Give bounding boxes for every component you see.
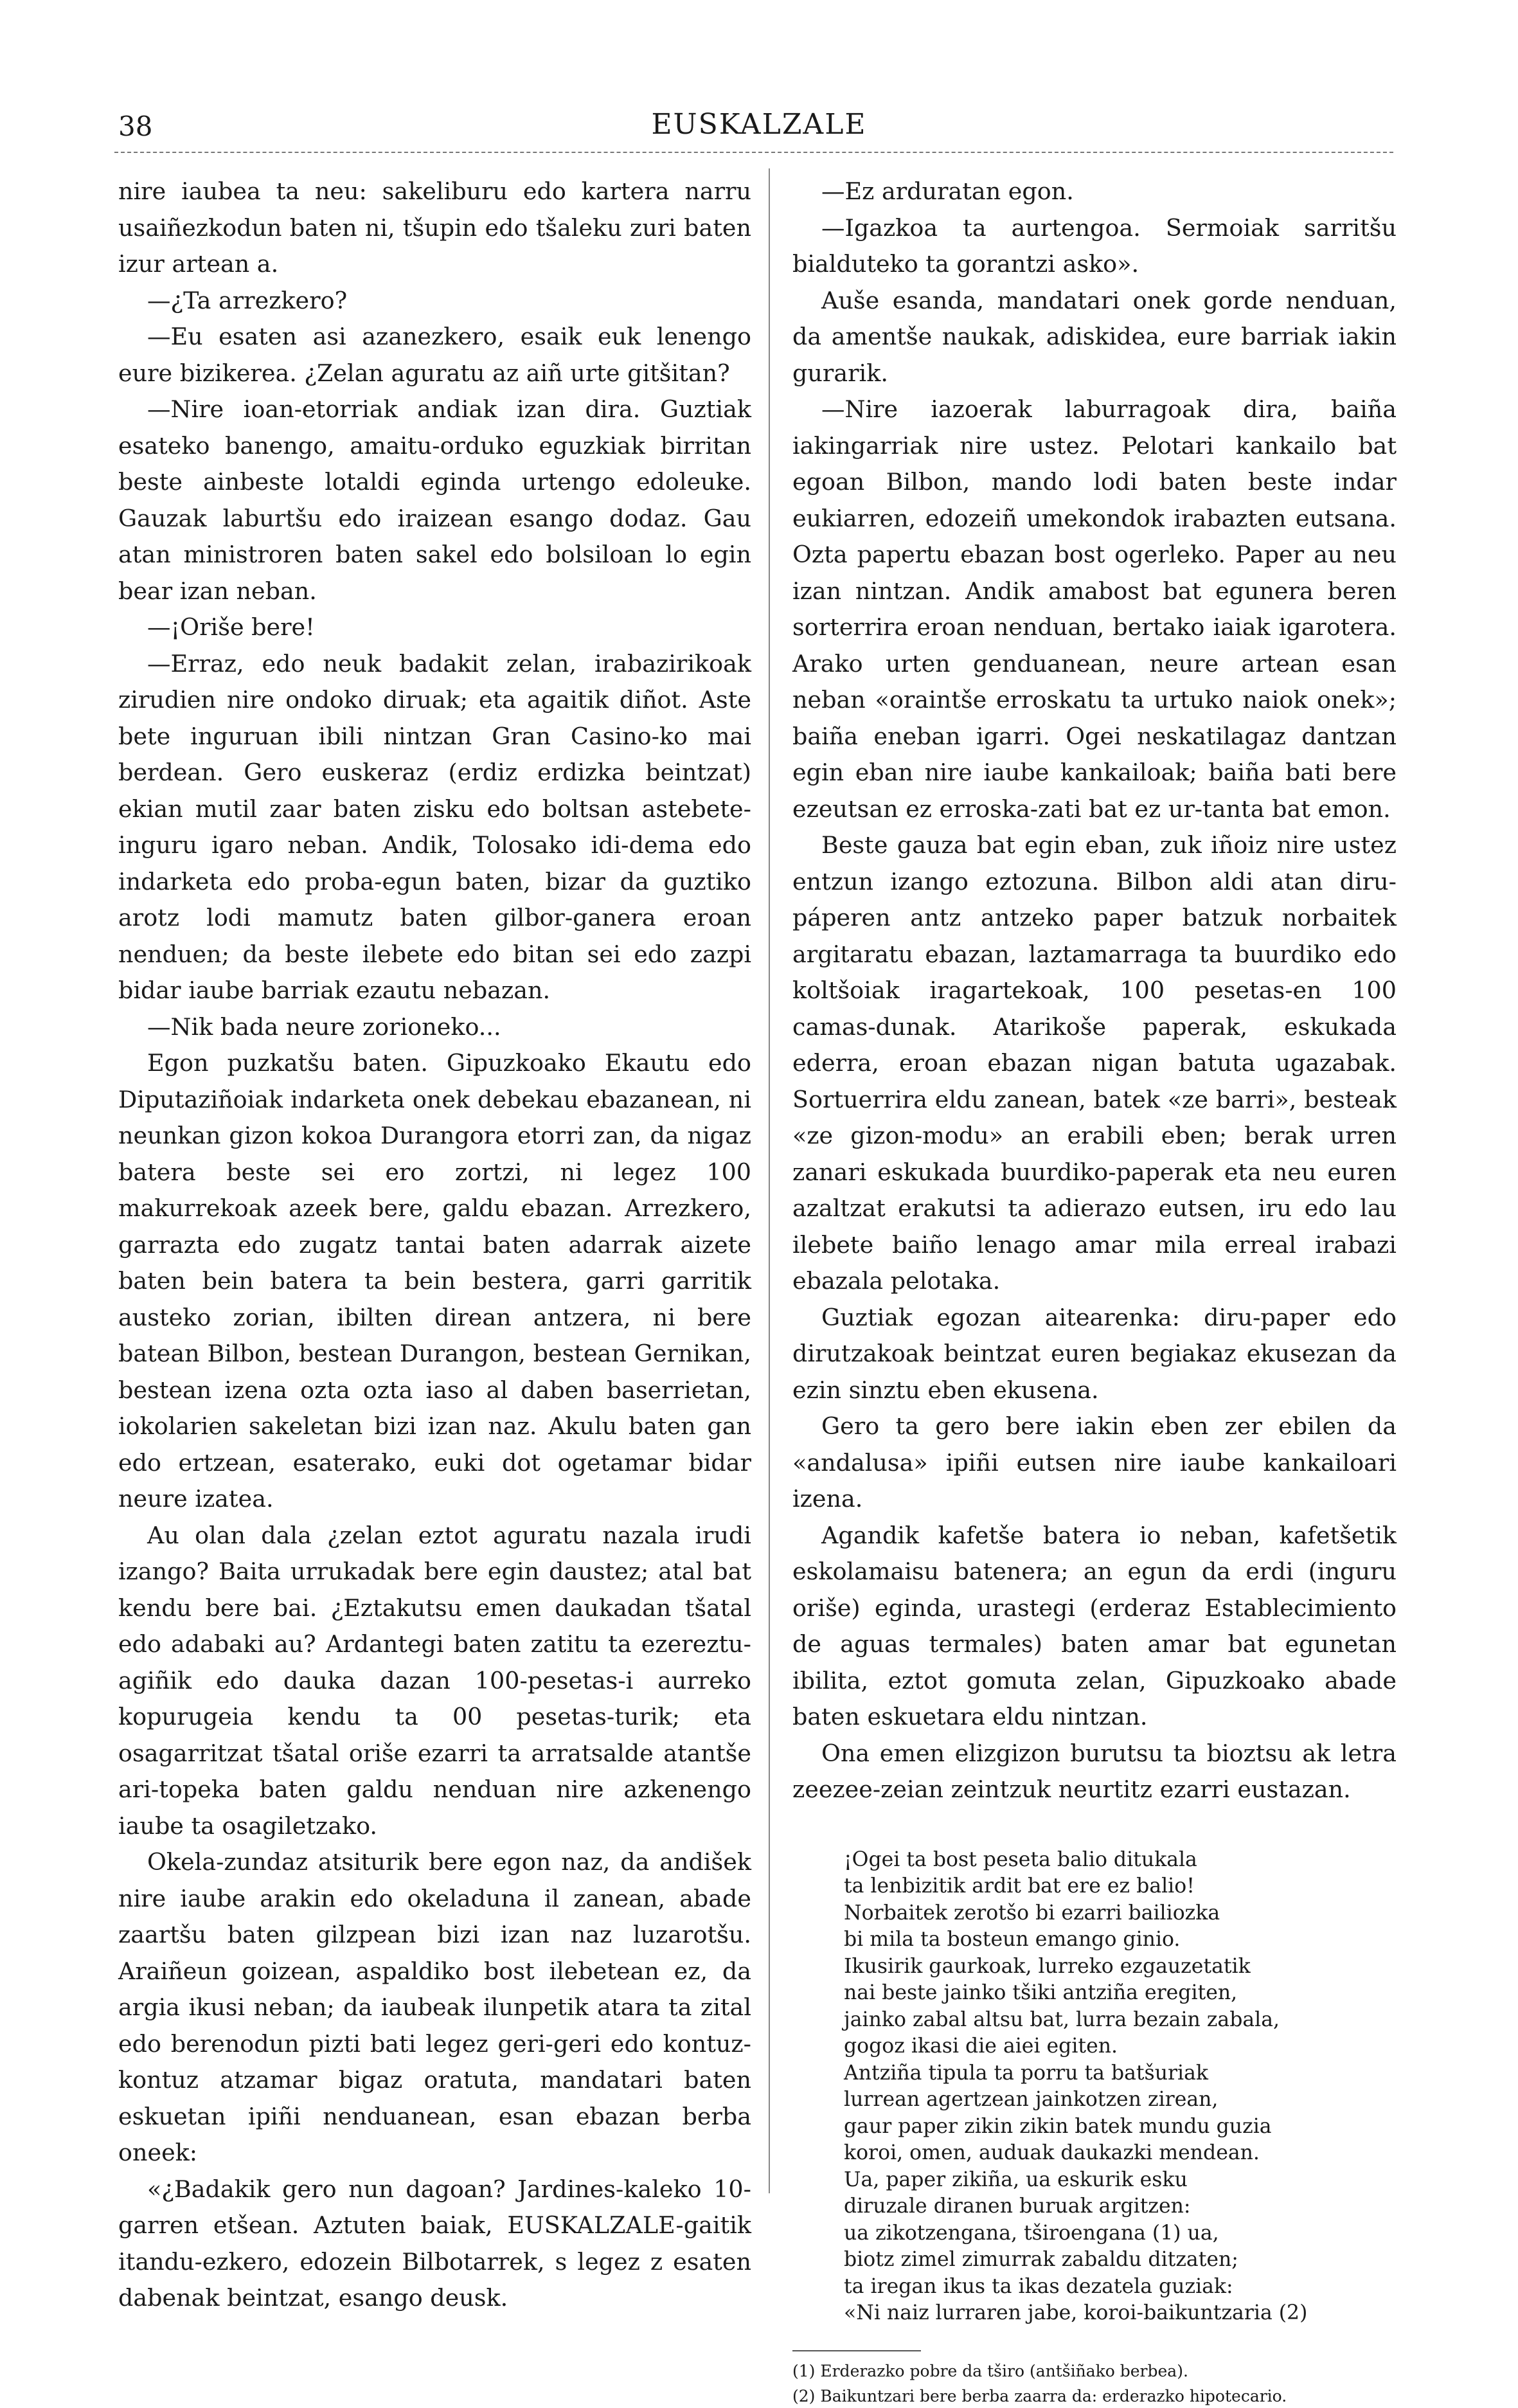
- poem-line: lurrean agertzean jainkotzen zirean,: [844, 2088, 1219, 2111]
- paragraph: Beste gauza bat egin eban, zuk iñoiz nire ustez entzun izango eztozuna. Bilbon aldi atan diru-páperen antz antzeko paper batzuk norbaitek argitaratu ebazan, laztamarraga ta buurdiko edo koltšoiak iragartekoak, 100 pesetas-en 100 camas-dunak. Atarikoše paperak, eskukada ederra, eroan ebazan nigan batuta ugazabak. Sortuerrira eldu zanean, batek «ze barri», besteak «ze gizon-modu» an erabili eben; berak urren zanari eskukada buurdiko-paperak eta neu euren azaltzat erakutsi ta adierazo eutsen, iru edo lau ilebete baiño lenago amar mila erreal irabazi ebazala pelotaka.: [792, 831, 1397, 1295]
- poem-line: gogoz ikasi die aiei egiten.: [844, 2035, 1118, 2058]
- paragraph: Okela-zundaz atsiturik bere egon naz, da andišek nire iaube arakin edo okeladuna il zanean, abade zaartšu baten gilzpean bizi izan naz luzarotšu. Araiñeun goizean, aspaldiko bost ilebetean ez, da argia ikusi neban; da iaubeak ilunpetik atara ta zital edo berenodun pizti bati legez geri-geri edo kontuz-kontuz atzamar bigaz oratuta, mandatari baten eskuetan ipiñi nenduanean, esan ebazan berba oneek:: [118, 1848, 751, 2166]
- paragraph: «¿Badakik gero nun dagoan? Jardines-kaleko 10-garren etšean. Aztuten baiak, EUSKALZALE-gaitik itandu-ezkero, edozein Bilbotarrek, s legez z esaten dabenak beintzat, esango deusk.: [118, 2175, 751, 2312]
- column-divider: [769, 168, 770, 2193]
- paragraph: Au olan dala ¿zelan eztot aguratu nazala irudi izango? Baita urrukadak bere egin daustez; atal bat kendu bere bai. ¿Eztakutsu emen daukadan tšatal edo adabaki au? Ardantegi baten zatitu ta ezereztu-agiñik edo dauka dazan 100-pesetas-i aurreko kopurugeia kendu ta 00 pesetas-turik; eta osagarritzat tšatal oriše ezarri ta arratsalde atantše ari-topeka baten galdu nenduan nire azkenengo iaube ta osagiletzako.: [118, 1521, 751, 1840]
- poem-line: Norbaitek zerotšo bi ezarri bailiozka: [844, 1901, 1220, 1925]
- poem-line: diruzale diranen buruak argitzen:: [844, 2195, 1191, 2218]
- page-number: 38: [118, 111, 153, 142]
- paragraph: —Nire iazoerak laburragoak dira, baiña iakingarriak nire ustez. Pelotari kankailo bat egoan Bilbon, mando lodi baten beste indar eukiarren, edozeiñ umekondok irabazten eutsana. Ozta papertu ebazan bost ogerleko. Paper au neu izan nintzan. Andik amabost bat egunera beren sorterrira eroan nenduan, bertako iaiak igarotera. Arako urten genduanean, neure artean esan neban «oraintše erroskatu ta urtuko naiok onek»; baiña eneban igarri. Ogei neskatilagaz dantzan egin eban nire iaube kankailoak; baiña bati bere ezeutsan ez erroska-zati bat ez ur-tanta bat emon.: [792, 395, 1397, 823]
- poem-line: koroi, omen, auduak daukazki mendean.: [844, 2141, 1260, 2164]
- poem-line: biotz zimel zimurrak zabaldu ditzaten;: [844, 2248, 1238, 2271]
- footnote: (1) Erderazko pobre da tširo (antšiñako berbea).: [792, 2361, 1188, 2380]
- paragraph: Guztiak egozan aitearenka: diru-paper edo dirutzakoak beintzat euren begiakaz ekusezan da ezin sinztu eben ekusena.: [792, 1303, 1397, 1404]
- paragraph: —¿Ta arrezkero?: [147, 286, 348, 314]
- poem-line: bi mila ta bosteun emango ginio.: [844, 1928, 1181, 1951]
- paragraph: —Nire ioan-etorriak andiak izan dira. Guztiak esateko banengo, amaitu-orduko eguzkiak birritan beste ainbeste lotaldi eginda urtengo edoleuke. Gauzak laburtšu edo iraizean esango dodaz. Gau atan ministroren baten sakel edo bolsiloan lo egin bear izan neban.: [118, 395, 751, 605]
- paragraph: nire iaubea ta neu: sakeliburu edo kartera narru usaiñezkodun baten ni, tšupin edo tšaleku zuri baten izur artean a.: [118, 177, 751, 278]
- poem-line: jainko zabal altsu bat, lurra bezain zabala,: [844, 2008, 1280, 2031]
- poem-line: Ikusirik gaurkoak, lurreko ezgauzetatik: [844, 1954, 1251, 1978]
- paragraph: Egon puzkatšu baten. Gipuzkoako Ekautu edo Diputaziñoiak indarketa onek debekau ebazanean, ni neunkan gizon kokoa Durangora etorri zan, da nigaz batera beste sei ero zortzi, ni legez 100 makurrekoak azeek bere, galdu ebazan. Arrezkero, garrazta edo zugatz tantai baten adarrak aizete baten bein batera ta bein bestera, garri garritik austeko zorian, ibilten direan antzera, ni bere batean Bilbon, bestean Durangon, bestean Gernikan, bestean izena ozta ozta iaso al daben baserrietan, iokolarien sakeletan bizi izan naz. Akulu baten gan edo ertzean, esaterako, euki dot ogetamar bidar neure izatea.: [118, 1049, 751, 1513]
- poem-line: ta lenbizitik ardit bat ere ez balio!: [844, 1874, 1195, 1898]
- footnote: (2) Baikuntzari bere berba zaarra da: erderazko hipotecario.: [792, 2386, 1287, 2405]
- footnote-rule: [792, 2350, 921, 2351]
- poem-line: Antziña tipula ta porru ta batšuriak: [844, 2061, 1208, 2085]
- paragraph: Ona emen elizgizon burutsu ta bioztsu ak letra zeezee-zeian zeintzuk neurtitz ezarri eustazan.: [792, 1739, 1397, 1803]
- right-column: [792, 174, 1397, 2408]
- paragraph: —Erraz, edo neuk badakit zelan, irabazirikoak zirudien nire ondoko diruak; eta agaitik diñot. Aste bete inguruan ibili nintzan Gran Casino-ko mai berdean. Gero euskeraz (erdiz erdizka beintzat) ekian mutil zaar baten zisku edo boltsan astebete-inguru igaro neban. Andik, Tolosako idi-dema edo indarketa edo proba-egun baten, bizar da guztiko arotz lodi mamutz baten gilbor-ganera eroan nenduen; da beste ilebete edo bitan sei edo zazpi bidar iaube barriak ezautu nebazan.: [118, 649, 751, 1004]
- poem-line: gaur paper zikin zikin batek mundu guzia: [844, 2114, 1272, 2138]
- paragraph: —Ez arduratan egon.: [821, 177, 1074, 205]
- poem-line: ¡Ogei ta bost peseta balio ditukala: [844, 1847, 1197, 1871]
- paragraph: —Nik bada neure zorioneko...: [147, 1012, 501, 1041]
- poem-line: Ua, paper zikiña, ua eskurik esku: [844, 2168, 1188, 2191]
- header-rule: [114, 152, 1393, 153]
- running-title: EUSKALZALE: [651, 108, 867, 141]
- poem-line: «Ni naiz lurraren jabe, koroi-baikuntzaria (2): [844, 2301, 1308, 2324]
- poem-line: nai beste jainko tšiki antziña eregiten,: [844, 1981, 1238, 2004]
- paragraph: —Igazkoa ta aurtengoa. Sermoiak sarritšu bialduteko ta gorantzi asko».: [792, 213, 1397, 278]
- poem: [844, 1847, 1397, 2327]
- paragraph: —Eu esaten asi azanezkero, esaik euk lenengo eure bizikerea. ¿Zelan aguratu az aiñ urte gitšitan?: [118, 323, 751, 387]
- left-column: [118, 174, 751, 2317]
- paragraph: —¡Oriše bere!: [147, 613, 315, 641]
- poem-line: ta iregan ikus ta ikas dezatela guziak:: [844, 2274, 1233, 2298]
- paragraph: Gero ta gero bere iakin eben zer ebilen da «andalusa» ipiñi eutsen nire iaube kankailoari izena.: [792, 1412, 1397, 1513]
- poem-line: ua zikotzengana, tširoengana (1) ua,: [844, 2221, 1219, 2245]
- paragraph: Agandik kafetše batera io neban, kafetšetik eskolamaisu batenera; an egun da erdi (inguru oriše) eginda, urastegi (erderaz Establecimiento de aguas termales) baten amar bat egunetan ibilita, eztot gomuta zelan, Gipuzkoako abade baten eskuetara eldu nintzan.: [792, 1521, 1397, 1730]
- paragraph: Auše esanda, mandatari onek gorde nenduan, da amentše naukak, adiskidea, eure barriak iakin gurarik.: [792, 286, 1397, 387]
